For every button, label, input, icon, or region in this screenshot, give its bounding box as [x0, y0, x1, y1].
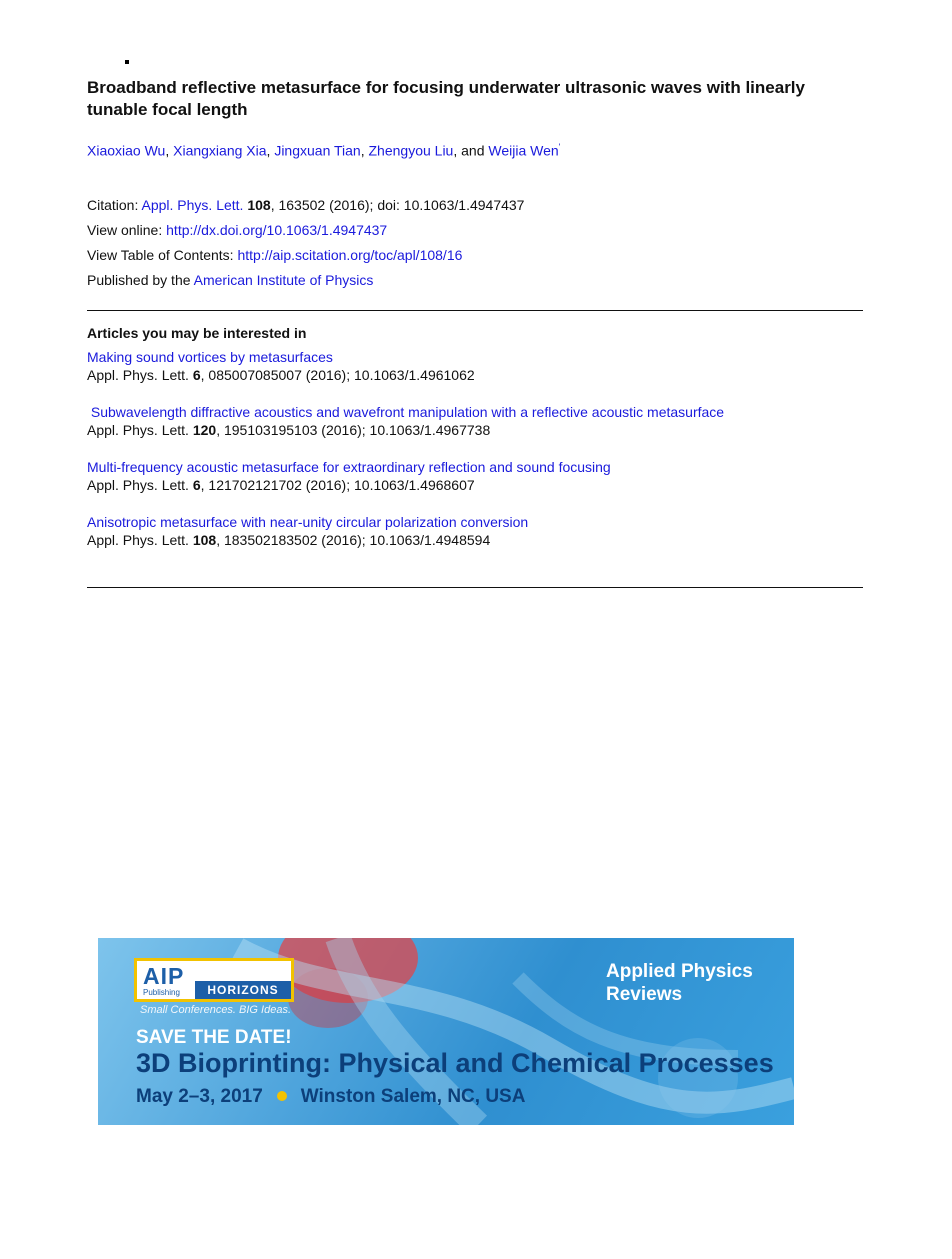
aip-logo-sub: Publishing	[143, 988, 180, 997]
header-dot	[125, 60, 129, 64]
aip-horizons-logo	[134, 958, 294, 1002]
event-title: 3D Bioprinting: Physical and Chemical Processes	[136, 1048, 774, 1078]
article-journal: Appl. Phys. Lett.	[87, 532, 193, 548]
banner-journal: Applied Physics Reviews	[606, 961, 753, 1005]
citation-block	[87, 193, 524, 293]
article-volume: 120	[192, 422, 217, 438]
divider	[87, 310, 863, 311]
article-volume: 6	[192, 477, 201, 493]
event-date-location	[136, 1086, 525, 1108]
article-link[interactable]: Anisotropic metasurface with near-unity circular polarization conversion	[87, 514, 529, 530]
author-link[interactable]: Weijia Wen	[488, 142, 559, 159]
toc-line	[87, 243, 524, 268]
divider	[87, 587, 863, 588]
view-online-line	[87, 218, 524, 243]
article-ref: , 183502183502 (2016); 10.1063/1.4948594	[216, 532, 491, 548]
publisher-label: Published by the	[87, 272, 194, 288]
event-dates: May 2–3, 2017	[136, 1086, 263, 1107]
author-list	[87, 138, 560, 160]
journal-link[interactable]: Appl. Phys. Lett.	[141, 197, 244, 213]
aip-logo-text: AIP	[143, 963, 185, 989]
author-separator: ,	[266, 142, 275, 159]
article-journal: Appl. Phys. Lett.	[87, 477, 193, 493]
article-ref: , 085007085007 (2016); 10.1063/1.4961062	[200, 367, 475, 383]
citation-rest: , 163502 (2016); doi: 10.1063/1.4947437	[270, 197, 525, 213]
author-separator: ,	[360, 142, 369, 159]
article-volume: 108	[192, 532, 217, 548]
article-ref: , 121702121702 (2016); 10.1063/1.4968607	[200, 477, 475, 493]
publisher-link[interactable]: American Institute of Physics	[193, 272, 374, 288]
citation-line	[87, 193, 524, 218]
related-articles	[87, 324, 724, 567]
author-mark: '	[558, 142, 561, 152]
list-item	[87, 513, 724, 549]
article-volume: 6	[192, 367, 201, 383]
paper-title: Broadband reflective metasurface for focusing underwater ultrasonic waves with linearly tunable focal length	[87, 78, 805, 119]
doi-link[interactable]: http://dx.doi.org/10.1063/1.4947437	[166, 222, 388, 238]
article-journal: Appl. Phys. Lett.	[87, 367, 193, 383]
author-link[interactable]: Zhengyou Liu	[368, 142, 454, 159]
author-link[interactable]: Xiaoxiao Wu	[87, 142, 166, 159]
author-link[interactable]: Jingxuan Tian	[274, 142, 361, 159]
article-journal: Appl. Phys. Lett.	[87, 422, 193, 438]
article-link[interactable]: Subwavelength diffractive acoustics and wavefront manipulation with a reflective acoustic metasurface	[87, 404, 725, 420]
toc-label: View Table of Contents:	[87, 247, 238, 263]
horizons-label: HORIZONS	[195, 981, 291, 999]
author-link[interactable]: Xiangxiang Xia	[173, 142, 267, 159]
publisher-line	[87, 268, 524, 293]
article-ref: , 195103195103 (2016); 10.1063/1.4967738	[216, 422, 491, 438]
save-the-date: SAVE THE DATE!	[136, 1027, 292, 1048]
list-item	[87, 348, 724, 384]
citation-label: Citation:	[87, 197, 142, 213]
article-link[interactable]: Making sound vortices by metasurfaces	[87, 349, 333, 365]
citation-volume: 108	[247, 197, 271, 213]
article-link[interactable]: Multi-frequency acoustic metasurface for extraordinary reflection and sound focusing	[87, 459, 611, 475]
bullet-icon	[277, 1091, 287, 1101]
event-location: Winston Salem, NC, USA	[300, 1086, 526, 1107]
author-separator: , and	[453, 142, 489, 159]
view-online-label: View online:	[87, 222, 167, 238]
conference-ad-banner[interactable]	[98, 938, 794, 1125]
banner-tagline: Small Conferences. BIG Ideas.	[140, 1004, 292, 1016]
author-separator: ,	[165, 142, 174, 159]
toc-link[interactable]: http://aip.scitation.org/toc/apl/108/16	[237, 247, 463, 263]
list-item	[87, 403, 724, 439]
list-item	[87, 458, 724, 494]
related-heading: Articles you may be interested in	[87, 325, 307, 341]
